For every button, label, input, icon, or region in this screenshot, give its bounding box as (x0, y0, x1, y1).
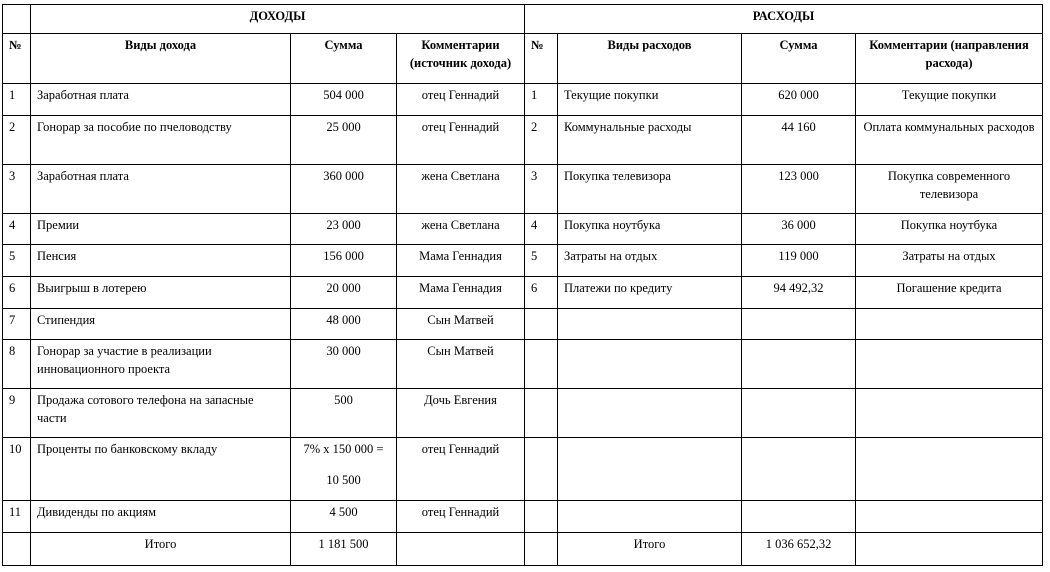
income-row-sum: 156 000 (291, 245, 397, 277)
empty-cell (742, 438, 856, 501)
expense-row-sum: 94 492,32 (742, 277, 856, 309)
income-row-comment: жена Светлана (397, 214, 525, 245)
income-row-comment: Дочь Евгения (397, 389, 525, 438)
expense-row-sum: 123 000 (742, 165, 856, 214)
income-row-sum: 48 000 (291, 309, 397, 340)
empty-cell (856, 501, 1043, 533)
empty-cell (525, 340, 558, 389)
expense-row-comment: Текущие покупки (856, 84, 1043, 116)
income-row-comment: Мама Геннадия (397, 245, 525, 277)
income-row-no: 1 (3, 84, 31, 116)
table-row (3, 245, 1043, 277)
expense-row-no: 3 (525, 165, 558, 214)
expenses-total-sum: 1 036 652,32 (742, 533, 856, 566)
table-row (3, 438, 1043, 501)
table-row (3, 277, 1043, 309)
expense-row-no: 1 (525, 84, 558, 116)
column-header-row (3, 34, 1043, 84)
income-row-no: 8 (3, 340, 31, 389)
empty-cell (558, 389, 742, 438)
income-row-type: Премии (31, 214, 291, 245)
income-total-sum: 1 181 500 (291, 533, 397, 566)
expenses-section-title: РАСХОДЫ (525, 5, 1043, 34)
income-row-type: Гонорар за участие в реализации инновационного проекта (31, 340, 291, 389)
income-row-sum: 500 (291, 389, 397, 438)
income-row-sum: 360 000 (291, 165, 397, 214)
income-row-sum: 20 000 (291, 277, 397, 309)
income-row-no: 5 (3, 245, 31, 277)
income-row-type: Пенсия (31, 245, 291, 277)
table-row (3, 116, 1043, 165)
income-row-type: Дивиденды по акциям (31, 501, 291, 533)
income-row-sum: 30 000 (291, 340, 397, 389)
table-row (3, 214, 1043, 245)
table-row (3, 389, 1043, 438)
interest-formula: 7% х 150 000 = (303, 442, 384, 456)
income-row-comment: жена Светлана (397, 165, 525, 214)
income-section-title: ДОХОДЫ (31, 5, 525, 34)
expense-row-type: Коммунальные расходы (558, 116, 742, 165)
income-row-comment: Мама Геннадия (397, 277, 525, 309)
empty-cell (558, 438, 742, 501)
expense-row-type: Затраты на отдых (558, 245, 742, 277)
expenses-header-no: № (525, 34, 558, 84)
income-row-comment: отец Геннадий (397, 438, 525, 501)
expense-row-no: 6 (525, 277, 558, 309)
expense-row-comment: Оплата коммунальных расходов (856, 116, 1043, 165)
income-header-comment: Комментарии (источник дохода) (397, 34, 525, 84)
income-row-no: 10 (3, 438, 31, 501)
income-row-sum: 4 500 (291, 501, 397, 533)
empty-cell (856, 389, 1043, 438)
income-row-sum (291, 438, 397, 501)
interest-result: 10 500 (326, 473, 361, 487)
income-row-sum: 25 000 (291, 116, 397, 165)
income-row-no: 6 (3, 277, 31, 309)
expense-row-no: 5 (525, 245, 558, 277)
section-title-row (3, 5, 1043, 34)
expense-row-type: Текущие покупки (558, 84, 742, 116)
income-row-type: Заработная плата (31, 165, 291, 214)
expense-row-comment: Покупка ноутбука (856, 214, 1043, 245)
income-header-type: Виды дохода (31, 34, 291, 84)
empty-cell (742, 340, 856, 389)
table-row (3, 165, 1043, 214)
empty-cell (742, 501, 856, 533)
empty-cell (558, 309, 742, 340)
income-row-comment: Сын Матвей (397, 309, 525, 340)
table-row (3, 309, 1043, 340)
empty-cell (397, 533, 525, 566)
income-row-sum: 23 000 (291, 214, 397, 245)
expenses-total-label: Итого (558, 533, 742, 566)
income-row-no: 2 (3, 116, 31, 165)
total-row (3, 533, 1043, 566)
income-row-type: Продажа сотового телефона на запасные части (31, 389, 291, 438)
income-header-sum: Сумма (291, 34, 397, 84)
expense-row-sum: 119 000 (742, 245, 856, 277)
budget-table (2, 4, 1043, 566)
expense-row-sum: 36 000 (742, 214, 856, 245)
expenses-header-comment: Комментарии (направления расхода) (856, 34, 1043, 84)
income-row-type: Проценты по банковскому вкладу (31, 438, 291, 501)
income-row-no: 7 (3, 309, 31, 340)
income-row-no: 3 (3, 165, 31, 214)
table-row (3, 501, 1043, 533)
income-row-no: 11 (3, 501, 31, 533)
expense-row-comment: Затраты на отдых (856, 245, 1043, 277)
empty-cell (525, 501, 558, 533)
expense-row-comment: Погашение кредита (856, 277, 1043, 309)
expense-row-no: 2 (525, 116, 558, 165)
income-row-comment: Сын Матвей (397, 340, 525, 389)
expense-row-sum: 44 160 (742, 116, 856, 165)
expenses-header-type: Виды расходов (558, 34, 742, 84)
empty-cell (856, 309, 1043, 340)
empty-cell (856, 438, 1043, 501)
income-row-type: Выигрыш в лотерею (31, 277, 291, 309)
income-row-no: 9 (3, 389, 31, 438)
income-header-no: № (3, 34, 31, 84)
empty-cell (525, 389, 558, 438)
expense-row-type: Покупка ноутбука (558, 214, 742, 245)
empty-cell (525, 438, 558, 501)
expense-row-sum: 620 000 (742, 84, 856, 116)
income-row-no: 4 (3, 214, 31, 245)
empty-cell (525, 533, 558, 566)
income-total-label: Итого (31, 533, 291, 566)
income-row-sum: 504 000 (291, 84, 397, 116)
empty-cell (525, 309, 558, 340)
empty-cell (856, 533, 1043, 566)
table-row (3, 84, 1043, 116)
expense-row-type: Покупка телевизора (558, 165, 742, 214)
income-row-comment: отец Геннадий (397, 116, 525, 165)
table-row (3, 340, 1043, 389)
income-row-comment: отец Геннадий (397, 501, 525, 533)
empty-cell (742, 309, 856, 340)
empty-cell (558, 501, 742, 533)
expense-row-type: Платежи по кредиту (558, 277, 742, 309)
income-row-comment: отец Геннадий (397, 84, 525, 116)
income-row-type: Гонорар за пособие по пчеловодству (31, 116, 291, 165)
expenses-header-sum: Сумма (742, 34, 856, 84)
expense-row-comment: Покупка современного телевизора (856, 165, 1043, 214)
income-row-type: Заработная плата (31, 84, 291, 116)
expense-row-no: 4 (525, 214, 558, 245)
empty-cell (558, 340, 742, 389)
empty-cell (856, 340, 1043, 389)
income-row-type: Стипендия (31, 309, 291, 340)
empty-cell (742, 389, 856, 438)
empty-cell (3, 533, 31, 566)
